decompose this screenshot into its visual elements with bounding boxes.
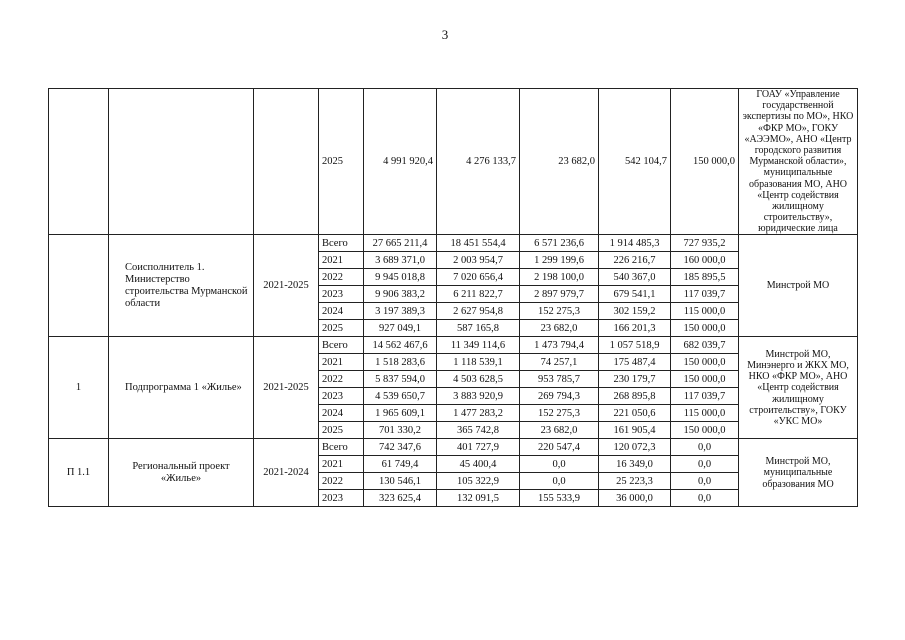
value-cell-2: 155 533,9 — [520, 490, 599, 507]
year-cell: 2023 — [319, 490, 364, 507]
year-cell: 2024 — [319, 303, 364, 320]
row-name-cell: Подпрограмма 1 «Жилье» — [109, 337, 254, 439]
value-cell-3: 120 072,3 — [599, 439, 671, 456]
value-cell-2: 2 198 100,0 — [520, 269, 599, 286]
table-row — [49, 439, 858, 456]
year-cell: 2021 — [319, 252, 364, 269]
value-cell-4: 150 000,0 — [671, 320, 739, 337]
value-cell-1: 365 742,8 — [437, 422, 520, 439]
total-cell: 742 347,6 — [364, 439, 437, 456]
value-cell-3: 1 914 485,3 — [599, 235, 671, 252]
financing-table — [48, 88, 858, 507]
value-cell-4: 117 039,7 — [671, 286, 739, 303]
row-period-cell: 2021-2024 — [254, 439, 319, 507]
value-cell-3: 540 367,0 — [599, 269, 671, 286]
value-cell-2: 269 794,3 — [520, 388, 599, 405]
value-cell-1: 132 091,5 — [437, 490, 520, 507]
year-cell: 2024 — [319, 405, 364, 422]
total-cell: 14 562 467,6 — [364, 337, 437, 354]
value-cell-2: 1 473 794,4 — [520, 337, 599, 354]
executor-cell: Минстрой МО, муниципальные образования МО — [739, 439, 858, 507]
value-cell-4: 682 039,7 — [671, 337, 739, 354]
row-name-cell: Региональный проект «Жилье» — [109, 439, 254, 507]
executor-cell: Минстрой МО — [739, 235, 858, 337]
total-cell: 1 965 609,1 — [364, 405, 437, 422]
total-cell: 3 197 389,3 — [364, 303, 437, 320]
value-cell-2: 220 547,4 — [520, 439, 599, 456]
table-row — [49, 337, 858, 354]
value-cell-1: 105 322,9 — [437, 473, 520, 490]
executor-cell: ГОАУ «Управление государственной экспертизы по МО», НКО «ФКР МО», ГОКУ «АЭЭМО», АНО «Центр городского развития Мурманской области», муниципальные образования МО, АНО «Центр содействия жилищному строительству», юридические лица — [739, 89, 858, 235]
value-cell-3: 1 057 518,9 — [599, 337, 671, 354]
value-cell-1: 1 118 539,1 — [437, 354, 520, 371]
value-cell-4: 150 000,0 — [671, 354, 739, 371]
year-cell: Всего — [319, 337, 364, 354]
value-cell-2: 0,0 — [520, 456, 599, 473]
value-cell-4: 115 000,0 — [671, 405, 739, 422]
year-cell: 2021 — [319, 456, 364, 473]
value-cell-4: 160 000,0 — [671, 252, 739, 269]
row-period-cell: 2021-2025 — [254, 235, 319, 337]
row-number-cell: П 1.1 — [49, 439, 109, 507]
value-cell-2: 23 682,0 — [520, 89, 599, 235]
year-cell: 2023 — [319, 388, 364, 405]
value-cell-4: 727 935,2 — [671, 235, 739, 252]
row-period-cell — [254, 89, 319, 235]
table-row — [49, 235, 858, 252]
row-number-cell — [49, 235, 109, 337]
value-cell-1: 587 165,8 — [437, 320, 520, 337]
total-cell: 4 539 650,7 — [364, 388, 437, 405]
total-cell: 27 665 211,4 — [364, 235, 437, 252]
value-cell-3: 226 216,7 — [599, 252, 671, 269]
value-cell-3: 542 104,7 — [599, 89, 671, 235]
value-cell-1: 6 211 822,7 — [437, 286, 520, 303]
value-cell-2: 152 275,3 — [520, 405, 599, 422]
year-cell: Всего — [319, 439, 364, 456]
total-cell: 61 749,4 — [364, 456, 437, 473]
value-cell-2: 953 785,7 — [520, 371, 599, 388]
value-cell-3: 36 000,0 — [599, 490, 671, 507]
value-cell-4: 117 039,7 — [671, 388, 739, 405]
value-cell-4: 0,0 — [671, 473, 739, 490]
executor-cell: Минстрой МО, Минэнерго и ЖКХ МО, НКО «ФКР МО», АНО «Центр содействия жилищному строительству», ГОКУ «УКС МО» — [739, 337, 858, 439]
total-cell: 927 049,1 — [364, 320, 437, 337]
value-cell-1: 401 727,9 — [437, 439, 520, 456]
value-cell-2: 1 299 199,6 — [520, 252, 599, 269]
value-cell-2: 0,0 — [520, 473, 599, 490]
value-cell-3: 221 050,6 — [599, 405, 671, 422]
value-cell-3: 166 201,3 — [599, 320, 671, 337]
row-number-cell — [49, 89, 109, 235]
table-row-2025-top — [49, 89, 858, 235]
value-cell-1: 18 451 554,4 — [437, 235, 520, 252]
value-cell-3: 16 349,0 — [599, 456, 671, 473]
value-cell-1: 45 400,4 — [437, 456, 520, 473]
total-cell: 701 330,2 — [364, 422, 437, 439]
value-cell-2: 23 682,0 — [520, 320, 599, 337]
value-cell-4: 0,0 — [671, 439, 739, 456]
value-cell-2: 6 571 236,6 — [520, 235, 599, 252]
total-cell: 4 991 920,4 — [364, 89, 437, 235]
year-cell: Всего — [319, 235, 364, 252]
row-period-cell: 2021-2025 — [254, 337, 319, 439]
year-cell: 2022 — [319, 473, 364, 490]
total-cell: 130 546,1 — [364, 473, 437, 490]
row-name-cell: Соисполнитель 1. Министерство строительства Мурманской области — [109, 235, 254, 337]
value-cell-4: 185 895,5 — [671, 269, 739, 286]
value-cell-4: 150 000,0 — [671, 371, 739, 388]
year-cell: 2021 — [319, 354, 364, 371]
value-cell-3: 25 223,3 — [599, 473, 671, 490]
value-cell-3: 679 541,1 — [599, 286, 671, 303]
value-cell-2: 23 682,0 — [520, 422, 599, 439]
row-name-cell — [109, 89, 254, 235]
year-cell: 2022 — [319, 371, 364, 388]
value-cell-2: 2 897 979,7 — [520, 286, 599, 303]
total-cell: 5 837 594,0 — [364, 371, 437, 388]
value-cell-3: 175 487,4 — [599, 354, 671, 371]
row-number-cell: 1 — [49, 337, 109, 439]
value-cell-1: 3 883 920,9 — [437, 388, 520, 405]
value-cell-3: 268 895,8 — [599, 388, 671, 405]
value-cell-4: 150 000,0 — [671, 422, 739, 439]
value-cell-1: 1 477 283,2 — [437, 405, 520, 422]
value-cell-1: 4 503 628,5 — [437, 371, 520, 388]
value-cell-2: 152 275,3 — [520, 303, 599, 320]
year-cell: 2022 — [319, 269, 364, 286]
year-cell: 2023 — [319, 286, 364, 303]
page-number: 3 — [441, 27, 449, 42]
total-cell: 1 518 283,6 — [364, 354, 437, 371]
value-cell-1: 2 003 954,7 — [437, 252, 520, 269]
year-cell: 2025 — [319, 320, 364, 337]
value-cell-4: 115 000,0 — [671, 303, 739, 320]
total-cell: 323 625,4 — [364, 490, 437, 507]
total-cell: 9 945 018,8 — [364, 269, 437, 286]
value-cell-1: 4 276 133,7 — [437, 89, 520, 235]
year-cell: 2025 — [319, 422, 364, 439]
value-cell-1: 11 349 114,6 — [437, 337, 520, 354]
value-cell-4: 150 000,0 — [671, 89, 739, 235]
total-cell: 9 906 383,2 — [364, 286, 437, 303]
total-cell: 3 689 371,0 — [364, 252, 437, 269]
value-cell-1: 7 020 656,4 — [437, 269, 520, 286]
value-cell-1: 2 627 954,8 — [437, 303, 520, 320]
value-cell-4: 0,0 — [671, 490, 739, 507]
value-cell-2: 74 257,1 — [520, 354, 599, 371]
year-cell: 2025 — [319, 89, 364, 235]
value-cell-4: 0,0 — [671, 456, 739, 473]
value-cell-3: 161 905,4 — [599, 422, 671, 439]
value-cell-3: 230 179,7 — [599, 371, 671, 388]
value-cell-3: 302 159,2 — [599, 303, 671, 320]
